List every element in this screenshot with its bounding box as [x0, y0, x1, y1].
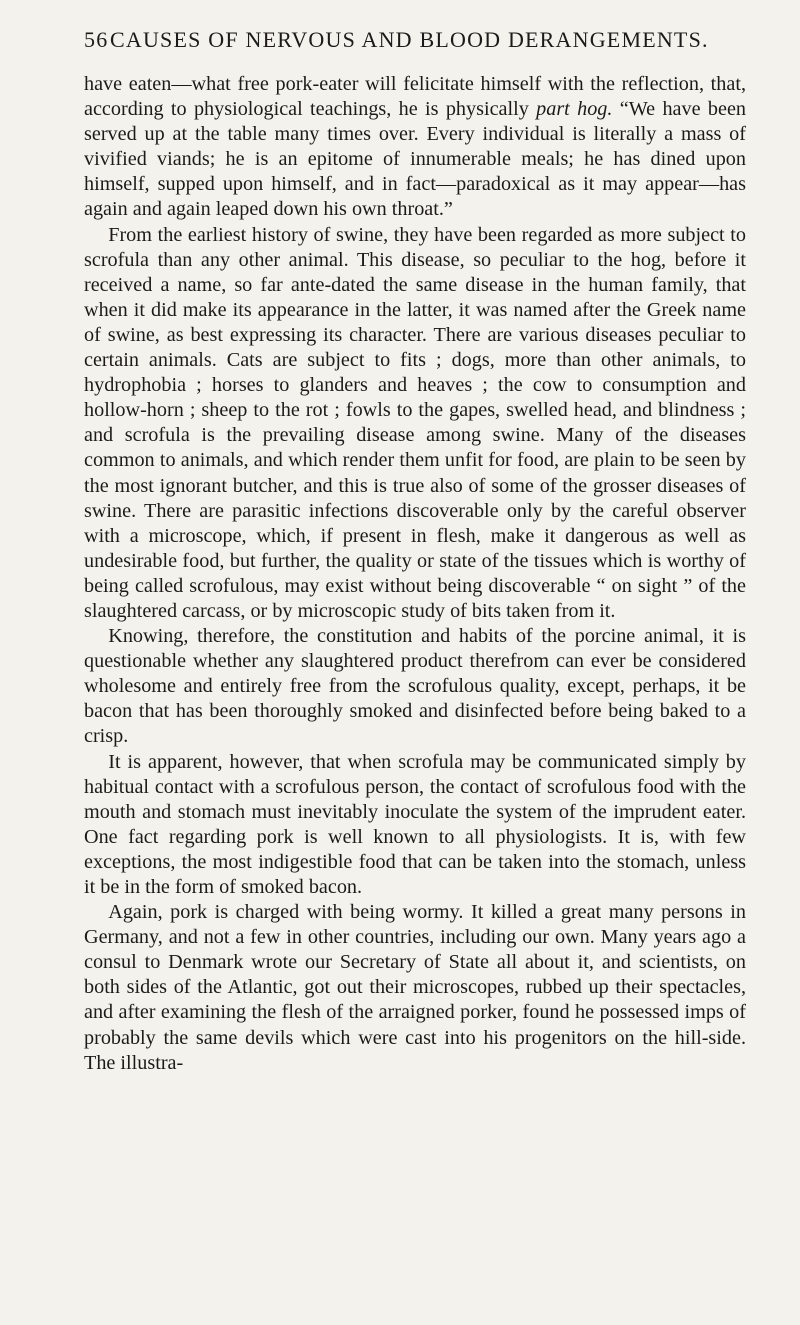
page-number: 56: [84, 27, 109, 52]
paragraph-5: Again, pork is charged with being wormy. It killed a great many persons in Germany, and not a few in other countries, including our own. Many years ago a consul to Denmark wrote our Secretary of State all about it, and scientists, on both sides of the Atlantic, got out their microscopes, rubbed up their spectacles, and after examining the flesh of the arraigned porker, found he possessed imps of probably the same devils which were cast into his progenitors on the hill-side. The illustra-: [84, 901, 746, 1074]
page-body: [84, 72, 746, 1076]
paragraph-2: From the earliest history of swine, they have been regarded as more subject to scrofula than any other animal. This disease, so peculiar to the hog, before it received a name, so far ante-dated the same disease in the human family, that when it did make its appearance in the latter, it was named after the Greek name of swine, as best expressing its character. There are various diseases peculiar to certain animals. Cats are subject to fits ; dogs, more than other animals, to hydrophobia ; horses to glanders and heaves ; the cow to consumption and hollow-horn ; sheep to the rot ; fowls to the gapes, swelled head, and blindness ; and scrofula is the prevailing disease among swine. Many of the diseases common to animals, and which render them unfit for food, are plain to be seen by the most ignorant butcher, and this is true also of some of the grosser diseases of swine. There are parasitic infections discoverable only by the careful observer with a microscope, which, if present in flesh, make it dangerous as well as undesirable food, but further, the quality or state of the tissues which is worthy of being called scrofulous, may exist without being discoverable “ on sight ” of the slaughtered carcass, or by microscopic study of bits taken from it.: [84, 223, 746, 622]
page-header: [84, 0, 746, 72]
running-head: CAUSES OF NERVOUS AND BLOOD DERANGEMENTS.: [110, 27, 709, 52]
paragraph-4: It is apparent, however, that when scrofula may be communicated simply by habitual contact with a scrofulous person, the contact of scrofulous food with the mouth and stomach must inevitably inoculate the system of the imprudent eater. One fact regarding pork is well known to all physiologists. It is, with few exceptions, the most indigestible food that can be taken into the stomach, unless it be in the form of smoked bacon.: [84, 750, 746, 898]
paragraph-1-text-a: have eaten—what free pork-eater will felicitate himself with the reflection, that, according to physiological teachings, he is physically: [84, 73, 746, 121]
paragraph-3: Knowing, therefore, the constitution and habits of the porcine animal, it is questionable whether any slaughtered product therefrom can ever be considered wholesome and entirely free from the scrofulous quality, except, perhaps, it be bacon that has been thoroughly smoked and disinfected before being baked to a crisp.: [84, 625, 746, 748]
paragraph-1-italic: part hog.: [536, 98, 613, 121]
paragraph-1-text-b: “We have been served up at the table many times over. Every individual is literally a mass of vivified viands; he is an epitome of innumerable meals; he has dined upon himself, supped upon himself, and in fact—paradoxical as it may appear—has again and again leaped down his own throat.”: [84, 98, 747, 221]
paragraph-1: [84, 72, 746, 223]
